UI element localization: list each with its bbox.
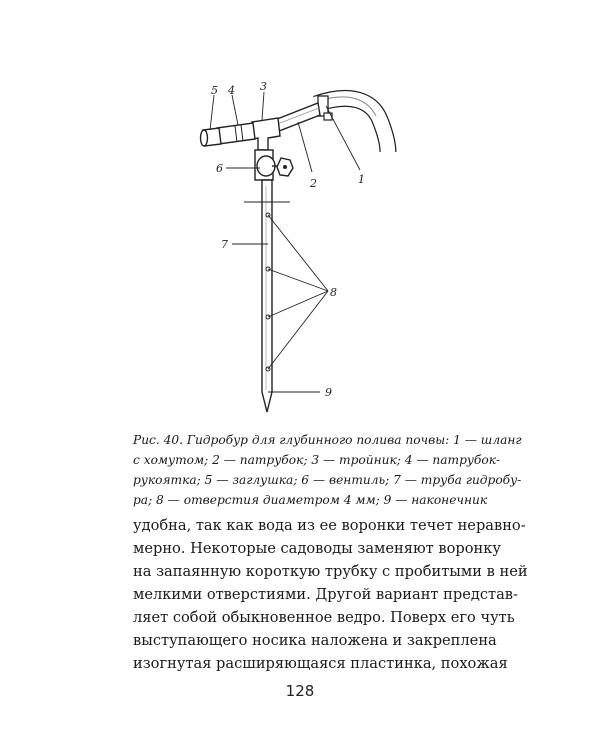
label-7: 7	[221, 238, 228, 251]
label-5: 5	[211, 84, 218, 97]
body-line: изогнутая расширяющаяся пластинка, похожая	[133, 655, 508, 672]
page-number: 128	[285, 682, 315, 700]
label-9: 9	[325, 386, 332, 399]
tee	[252, 118, 280, 150]
body-line: мерно. Некоторые садоводы заменяют воронку	[133, 540, 501, 557]
label-3: 3	[260, 80, 267, 93]
body-line: ляет собой обыкновенное ведро. Поверх его чуть	[133, 609, 515, 626]
caption-line: ра; 8 — отверстия диаметром 4 мм; 9 — наконечник	[133, 493, 488, 507]
body-line: выступающего носика наложена и закреплена	[133, 632, 497, 649]
body-line: на запаянную короткую трубку с пробитыми в ней	[133, 563, 528, 580]
hydro-drill-illustration	[180, 70, 430, 420]
caption-line: с хомутом; 2 — патрубок; 3 — тройник; 4 — патрубок-	[133, 453, 501, 467]
body-line: удобна, так как вода из ее воронки течет неравно-	[133, 517, 526, 534]
label-1: 1	[358, 173, 365, 186]
figure-caption	[133, 430, 522, 510]
caption-line: рукоятка; 5 — заглушка; 6 — вентиль; 7 — труба гидробу-	[133, 473, 522, 487]
label-8: 8	[330, 286, 337, 299]
caption-line: Рис. 40. Гидробур для глубинного полива почвы: 1 — шланг	[133, 433, 522, 447]
label-2: 2	[310, 177, 317, 190]
label-4: 4	[228, 84, 235, 97]
body-paragraph	[133, 514, 528, 675]
label-6: 6	[216, 162, 223, 175]
body-line: мелкими отверстиями. Другой вариант представ-	[133, 586, 518, 603]
